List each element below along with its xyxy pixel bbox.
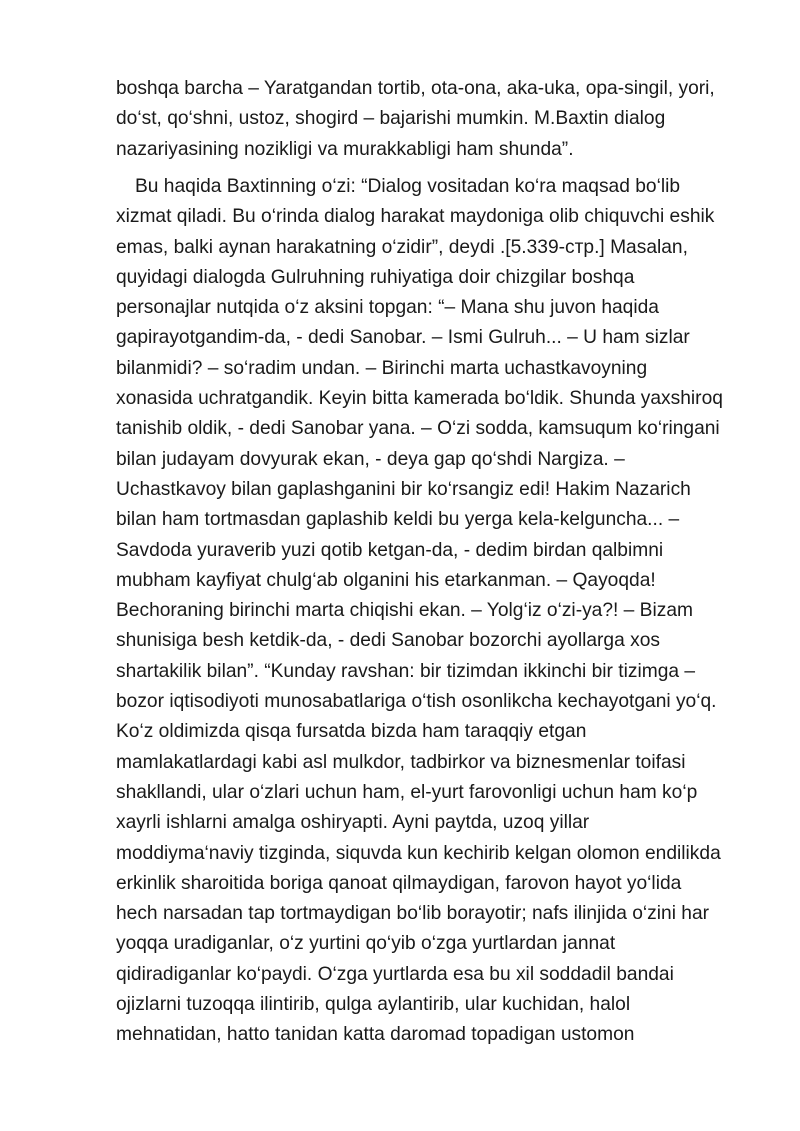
text-line: quyidagi dialogda Gulruhning ruhiyatiga doir chizgilar boshqa — [116, 266, 635, 288]
text-line: nazariyasining nozikligi va murakkabligi ham shunda”. — [116, 138, 574, 160]
text-line: bilan ham tortmasdan gaplashib keldi bu yerga kela-kelguncha... – — [116, 509, 680, 531]
text-line: shartakilik bilan”. “Kunday ravshan: bir tizimdan ikkinchi bir tizimga – — [116, 660, 696, 682]
paragraph-continuation — [116, 74, 756, 165]
text-line: do‘st, qo‘shni, ustoz, shogird – bajarishi mumkin. M.Baxtin dialog — [116, 108, 666, 130]
text-line: qidiradiganlar ko‘paydi. O‘zga yurtlarda esa bu xil soddadil bandai — [116, 963, 674, 985]
text-line: Uchastkavoy bilan gaplashganini bir ko‘rsangiz edi! Hakim Nazarich — [116, 478, 691, 500]
text-line: boshqa barcha – Yaratgandan tortib, ota-ona, aka-uka, opa-singil, yori, — [116, 78, 715, 99]
text-line: mehnatidan, hatto tanidan katta daromad topadigan ustomon — [116, 1024, 635, 1046]
text-line: xizmat qiladi. Bu o‘rinda dialog harakat maydoniga olib chiquvchi eshik — [116, 206, 715, 228]
text-line: yoqqa uradiganlar, o‘z yurtini qo‘yib o‘zga yurtlardan jannat — [116, 933, 616, 955]
text-line: Savdoda yuraverib yuzi qotib ketgan-da, - dedim birdan qalbimni — [116, 539, 664, 561]
text-line: mamlakatlardagi kabi asl mulkdor, tadbirkor va biznesmenlar toifasi — [116, 751, 686, 773]
text-line: emas, balki aynan harakatning o‘zidir”, deydi .[5.339-стр.] Masalan, — [116, 236, 688, 258]
text-line: Ko‘z oldimizda qisqa fursatda bizda ham taraqqiy etgan — [116, 721, 587, 743]
text-line: bilan judayam dovyurak ekan, - deya gap qo‘shdi Nargiza. – — [116, 448, 625, 470]
text-line: shakllandi, ular o‘zlari uchun ham, el-yurt farovonligi uchun ham ko‘p — [116, 781, 698, 803]
text-line: gapirayotgandim-da, - dedi Sanobar. – Ismi Gulruh... – U ham sizlar — [116, 327, 690, 349]
text-line: ojizlarni tuzoqqa ilintirib, qulga aylantirib, ular kuchidan, halol — [116, 994, 631, 1016]
text-line: moddiyma‘naviy tizginda, siquvda kun kechirib kelgan olomon endilikda — [116, 842, 721, 864]
text-line-first: Bu haqida Baxtinning o‘zi: “Dialog vositadan ko‘ra maqsad bo‘lib — [135, 176, 681, 197]
text-line: xonasida uchratgandik. Keyin bitta kamerada bo‘ldik. Shunda yaxshiroq — [116, 388, 723, 410]
text-line: bozor iqtisodiyoti munosabatlariga o‘tish osonlikcha kechayotgani yo‘q. — [116, 691, 717, 713]
text-line: erkinlik sharoitida boriga qanoat qilmaydigan, farovon hayot yo‘lida — [116, 872, 682, 894]
text-line: tanishib oldik, - dedi Sanobar yana. – O‘zi sodda, kamsuqum ko‘ringani — [116, 418, 720, 440]
text-line: xayrli ishlarni amalga oshiryapti. Ayni paytda, uzoq yillar — [116, 812, 590, 834]
text-line: bilanmidi? – so‘radim undan. – Birinchi marta uchastkavoyning — [116, 357, 648, 379]
text-line: personajlar nutqida o‘z aksini topgan: “– Mana shu juvon haqida — [116, 297, 659, 319]
paragraph-baxtin-quote — [116, 172, 756, 1051]
text-line: Bechoraning birinchi marta chiqishi ekan. – Yolg‘iz o‘zi-ya?! – Bizam — [116, 600, 693, 622]
text-line: mubham kayfiyat chulg‘ab olganini his etarkanman. – Qayoqda! — [116, 569, 656, 591]
text-line: hech narsadan tap tortmaydigan bo‘lib borayotir; nafs ilinjida o‘zini har — [116, 903, 710, 925]
text-line: shunisiga besh ketdik-da, - dedi Sanobar bozorchi ayollarga xos — [116, 630, 660, 652]
